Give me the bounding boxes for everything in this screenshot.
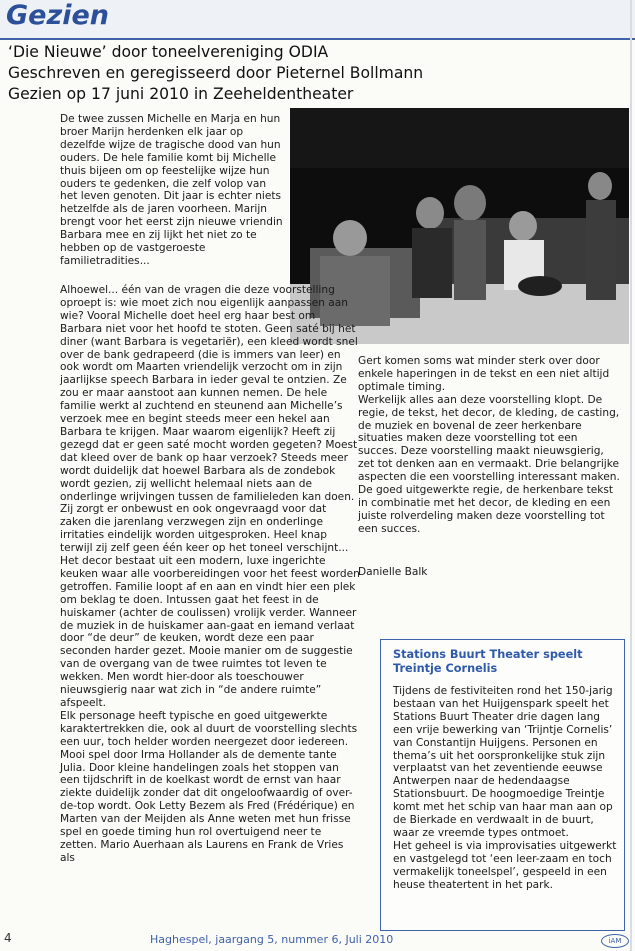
headline-line-3: Gezien op 17 juni 2010 in Zeeheldentheater: [8, 85, 354, 103]
article-author: Danielle Balk: [358, 566, 428, 578]
article-paragraph: Elk personage heeft typische en goed uitgewerkte karaktertrekken die, ook al duurt de voorstelling slechts een uur, toch helder worden neergezet door iedereen. Mooi spel door Irma Hollander als de demente tante Julia. Door kleine handelingen zoals het stoppen van een tijdschrift in de koelkast wordt de ernst van haar ziekte duidelijk zonder dat dit ongeloofwaardig of over-de-top wordt. Ook Letty Bezem als Fred (Frédérique) en Marten van der Meijden als Anne weten met hun frisse spel en goede timing hun rol overtuigend neer te zetten. Mario Auerhaan als Laurens en Frank de Vries als: [60, 709, 358, 864]
page-edge: [630, 0, 632, 951]
sidebar-box-title-line: Treintje Cornelis: [393, 662, 498, 675]
article-paragraph: De twee zussen Michelle en Marja en hun broer Marijn herdenken elk jaar op dezelfde wijze de tragische dood van hun ouders. De hele familie komt bij Michelle thuis bijeen om op feestelijke wijze hun ouders te gedenken, die zelf volop van het leven genoten. Dit jaar is echter niets hetzelfde als de jaren voorheen. Marijn brengt voor het eerst zijn nieuwe vriendin Barbara mee en zij lijkt het niet zo te hebben op de vastgeroeste familietradities...: [60, 113, 283, 267]
article-paragraph: Werkelijk alles aan deze voorstelling klopt. De regie, de tekst, het decor, de kleding, de casting, de muziek en bovenal de zeer herkenbare situaties maken deze voorstelling tot een succes. Deze voorstelling maakt nieuwsgierig, zet tot denken aan en vermaakt. Drie belangrijke aspecten die een voorstelling interessant maken. De goed uitgewerkte regie, de herkenbare tekst in combinatie met het decor, de kleding en een juiste rolverdeling maken deze voorstelling tot een succes.: [358, 393, 620, 535]
header-band: [0, 0, 635, 40]
publisher-logo-icon: iAM: [601, 934, 629, 948]
sidebar-box: [380, 639, 625, 931]
article-headline: [8, 42, 428, 105]
section-title: Gezien: [6, 0, 109, 31]
sidebar-box-paragraph: Het geheel is via improvisaties uitgewerkt en vastgelegd tot ‘een leer-zaam en toch vermakelijk toneelspel’, gespeeld in een heuse theatertent in het park.: [393, 839, 617, 891]
sidebar-box-body: [393, 685, 619, 892]
publication-info: Haghespel, jaargang 5, nummer 6, Juli 2010: [150, 933, 394, 946]
headline-line-1: ‘Die Nieuwe’ door toneelvereniging ODIA: [8, 43, 329, 61]
page-number: 4: [4, 931, 12, 945]
headline-line-2: Geschreven en geregisseerd door Pieternel Bollmann: [8, 64, 424, 82]
article-paragraph: Het decor bestaat uit een modern, luxe ingerichte keuken waar alle voorbereidingen voor het feest worden getroffen. Familie loopt af en aan en vindt hier een plek om beklag te doen. Intussen gaat het feest in de huiskamer (achter de coulissen) vrolijk verder. Wanneer de muziek in de huiskamer aan-gaat en iemand verlaat door “de deur” de keuken, wordt deze een paar seconden harder gezet. Mooie manier om de suggestie van de overgang van de twee ruimtes tot leven te wekken. Men wordt hier-door als toeschouwer nieuwsgierig naar wat zich in “de andere ruimte” afspeelt.: [60, 555, 360, 709]
article-column-left-top: [60, 113, 284, 268]
sidebar-box-title-line: Stations Buurt Theater speelt: [393, 648, 583, 661]
article-column-right: [358, 355, 620, 536]
article-paragraph: Gert komen soms wat minder sterk over door enkele haperingen in de tekst en een niet altijd optimale timing.: [358, 355, 610, 393]
article-paragraph: Alhoewel... één van de vragen die deze voorstelling oproept is: wie moet zich nou eigenlijk aanpassen aan wie? Vooral Michelle doet heel erg haar best om Barbara niet voor het hoofd te stoten. Geen saté bij het diner (want Barbara is vegetariër), een kleed wordt snel over de bank gedrapeerd (die is immers van leer) en ook wordt om Maarten vriendelijk verzocht om in zijn jaarlijkse speech Barbara in ieder geval te ontzien. Ze zou er maar aanstoot aan kunnen nemen. De hele familie werkt al zuchtend en steunend aan Michelle’s verzoek mee en begint steeds meer een hekel aan Barbara te krijgen. Maar waarom eigenlijk? Heeft zij gezegd dat er geen saté mocht worden gegeten? Moest dat kleed over de bank op haar verzoek? Steeds meer wordt duidelijk dat hoewel Barbara als de zondebok wordt gezien, zij wellicht helemaal niets aan de onderlinge wrijvingen tussen de familieleden kan doen. Zij zorgt er onbewust en ook ongevraagd voor dat zaken die jarenlang verzwegen zijn en onderlinge irritaties eindelijk worden uitgesproken. Heel knap terwijl zij zelf geen één keer op het toneel verschijnt...: [60, 284, 358, 555]
article-column-left: [60, 284, 360, 865]
page-footer: [0, 929, 635, 951]
sidebar-box-paragraph: Tijdens de festiviteiten rond het 150-jarig bestaan van het Huijgenspark speelt het Stations Buurt Theater drie dagen lang een vrije bewerking van ‘Trijntje Cornelis’ van Constantijn Huijgens. Personen en thema’s uit het oorspronkelijke stuk zijn verplaatst van het zeventiende eeuwse Antwerpen naar de hedendaagse Stationsbuurt. De hoogmoedige Treintje komt met het schip van haar man aan op de Bierkade en verdwaalt in de buurt, waar ze vreemde types ontmoet.: [393, 685, 613, 839]
sidebar-box-title: [393, 648, 583, 676]
